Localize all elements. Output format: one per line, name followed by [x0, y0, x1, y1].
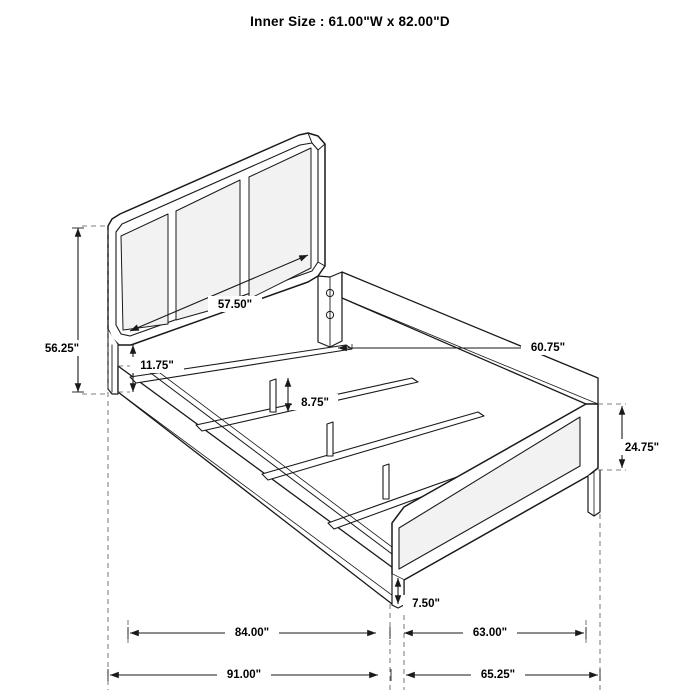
- dim-label-leg-height: 7.50": [412, 598, 440, 610]
- dim-label-inner-width-2: 63.00": [472, 627, 508, 639]
- dim-label-inner-depth: 84.00": [234, 627, 270, 639]
- dim-label-headboard-height: 57.50": [217, 299, 253, 311]
- dim-label-slat-height: 8.75": [301, 397, 329, 409]
- dim-label-overall-depth: 91.00": [226, 669, 262, 681]
- dimension-labels: [36, 296, 669, 682]
- dim-label-headboard-clearance: 11.75": [140, 360, 174, 372]
- headboard-post-right: [318, 272, 342, 347]
- dim-label-footboard-height: 24.75": [624, 442, 660, 454]
- footboard: [392, 404, 600, 608]
- dim-label-overall-width: 65.25": [480, 669, 516, 681]
- page-title: Inner Size : 61.00"W x 82.00"D: [250, 14, 450, 29]
- dim-label-overall-height: 56.25": [44, 343, 80, 355]
- dim-label-inner-width: 60.75": [530, 342, 566, 354]
